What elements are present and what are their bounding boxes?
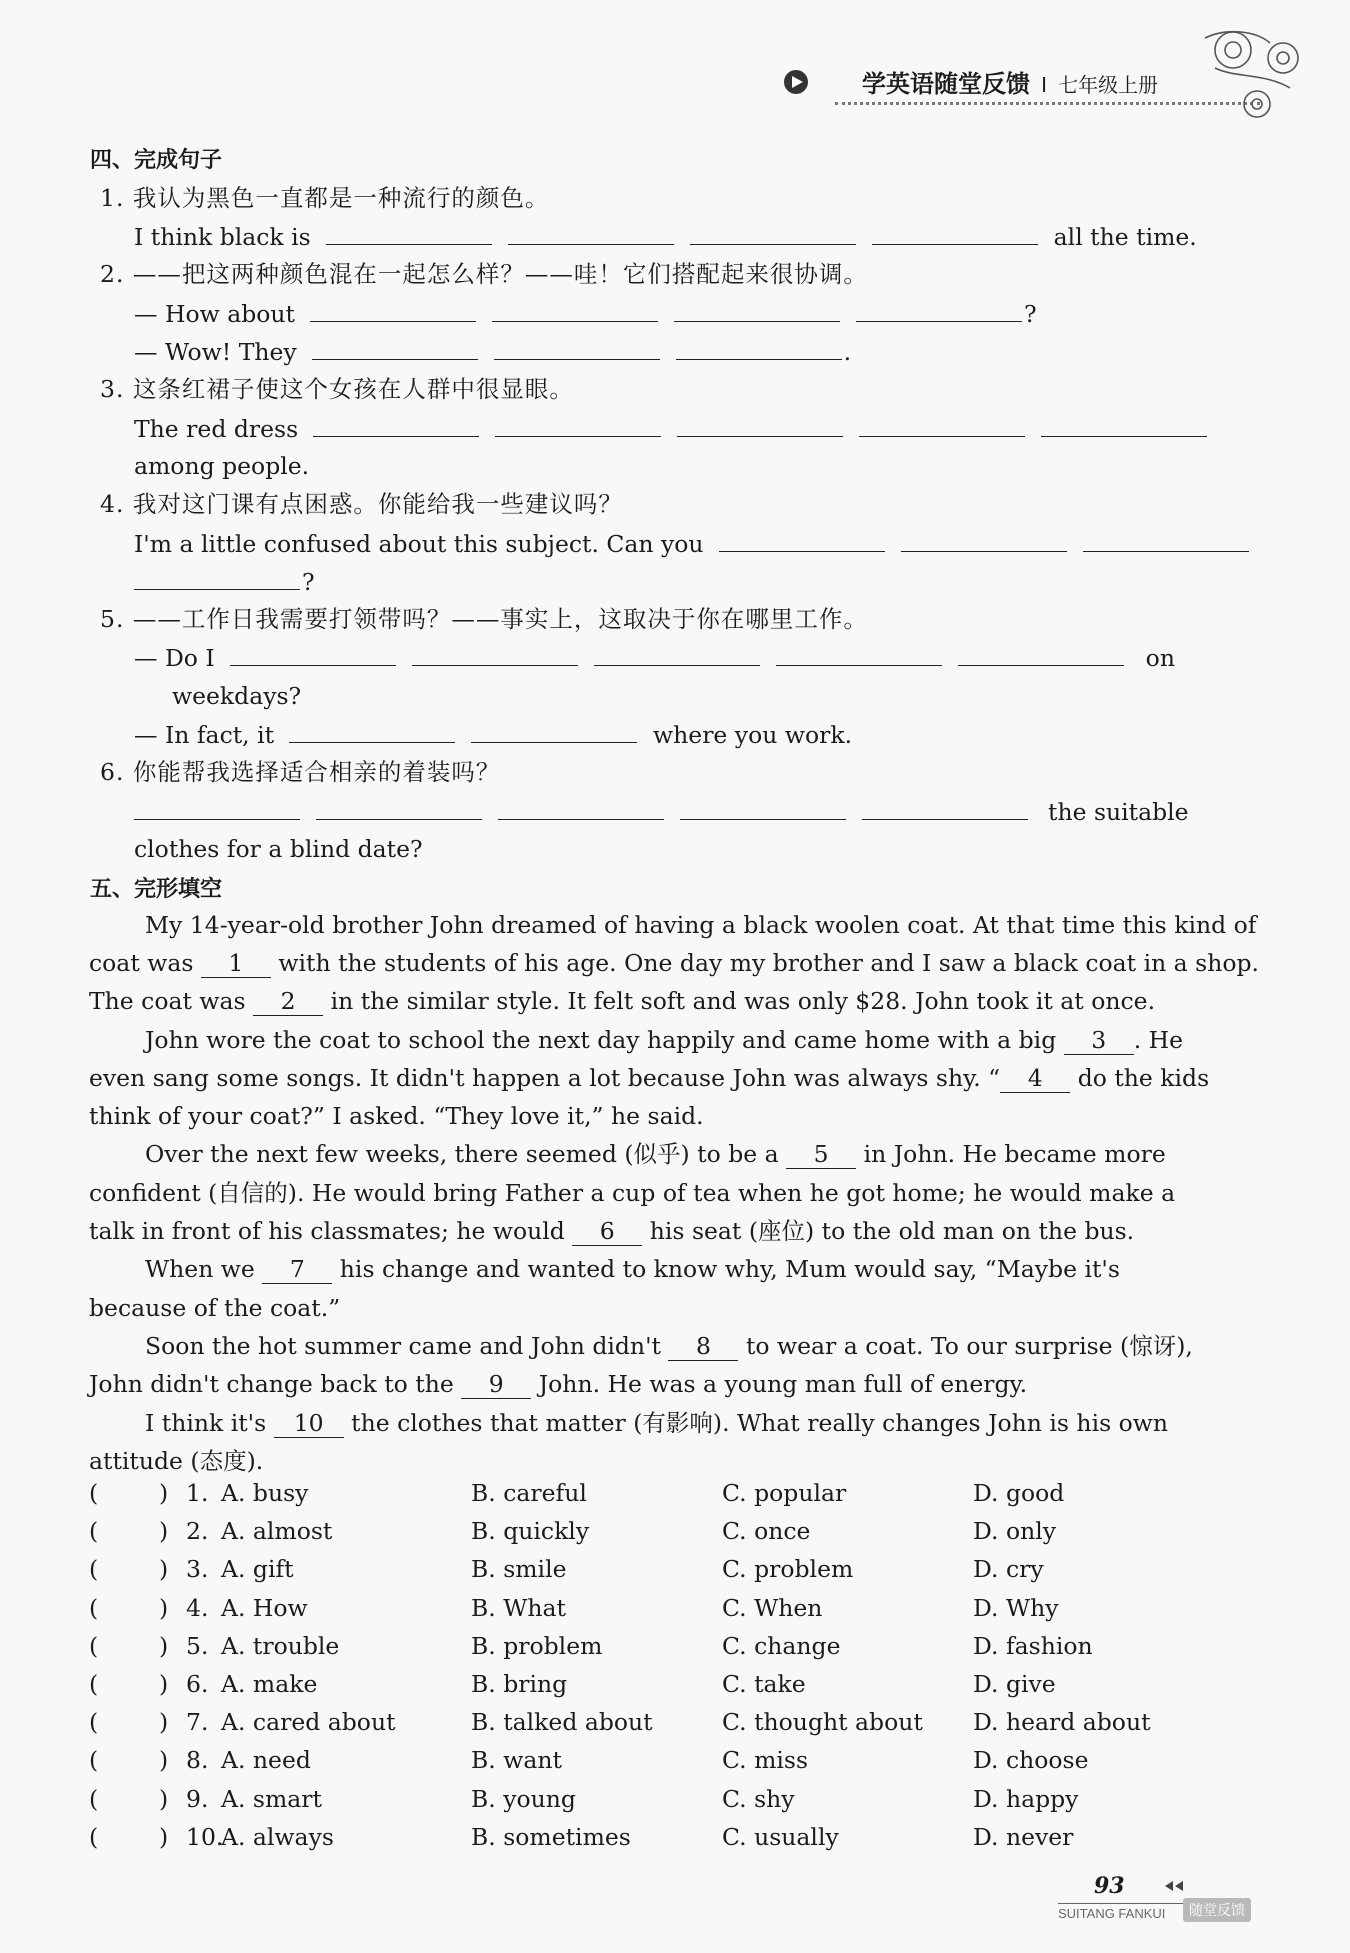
option-c: C. take xyxy=(722,1670,806,1698)
play-icon xyxy=(783,69,809,95)
answer-blank[interactable] xyxy=(495,409,661,437)
option-c: C. miss xyxy=(722,1746,809,1774)
option-b: B. want xyxy=(471,1746,562,1774)
question-number: 2. xyxy=(186,1517,209,1545)
option-d: D. choose xyxy=(973,1746,1089,1774)
passage-line: I think it's 10 the clothes that matter (有影响). What really changes John is his own xyxy=(145,1409,1169,1437)
option-c: C. usually xyxy=(722,1823,839,1851)
answer-paren-open[interactable]: ( xyxy=(89,1708,99,1736)
section-four-heading: 四、完成句子 xyxy=(90,148,223,173)
answer-blank[interactable] xyxy=(316,792,482,820)
answer-blank[interactable] xyxy=(498,792,664,820)
question-number: 10. xyxy=(186,1823,224,1851)
answer-blank[interactable] xyxy=(508,217,674,245)
answer-blank[interactable] xyxy=(289,715,455,743)
q4-english-cont: ? xyxy=(134,562,315,601)
option-b: B. young xyxy=(471,1785,576,1813)
flower-ornament-icon xyxy=(1195,18,1315,128)
passage-line: attitude (态度). xyxy=(89,1447,264,1475)
double-arrow-left-icon xyxy=(1163,1880,1185,1892)
question-number: 4. xyxy=(186,1594,209,1622)
q6-english-cont: clothes for a blind date? xyxy=(134,835,423,863)
option-b: B. quickly xyxy=(471,1517,590,1545)
question-number: 8. xyxy=(186,1746,209,1774)
book-title: 学英语随堂反馈 xyxy=(862,70,1030,98)
section-five-heading: 五、完形填空 xyxy=(90,877,223,902)
q5-chinese: 5. ——工作日我需要打领带吗？——事实上，这取决于你在哪里工作。 xyxy=(100,605,868,633)
option-c: C. problem xyxy=(722,1555,854,1583)
question-number: 1. xyxy=(186,1479,209,1507)
option-a: A. always xyxy=(221,1823,334,1851)
answer-paren-open[interactable]: ( xyxy=(89,1479,99,1507)
option-d: D. never xyxy=(973,1823,1074,1851)
answer-blank[interactable] xyxy=(492,294,658,322)
cloze-blank-3[interactable]: 3 xyxy=(1064,1024,1134,1055)
answer-blank[interactable] xyxy=(134,792,300,820)
answer-blank[interactable] xyxy=(958,638,1124,666)
option-d: D. happy xyxy=(973,1785,1079,1813)
option-d: D. heard about xyxy=(973,1708,1151,1736)
answer-paren-close: ) xyxy=(159,1517,169,1545)
answer-paren-open[interactable]: ( xyxy=(89,1785,99,1813)
q3-chinese: 3. 这条红裙子使这个女孩在人群中很显眼。 xyxy=(100,375,574,403)
passage-line: because of the coat.” xyxy=(89,1294,341,1322)
option-d: D. good xyxy=(973,1479,1065,1507)
answer-blank[interactable] xyxy=(1041,409,1207,437)
answer-paren-close: ) xyxy=(159,1823,169,1851)
answer-blank[interactable] xyxy=(326,217,492,245)
passage-line: even sang some songs. It didn't happen a lot because John was always shy. “ 4 do the kids xyxy=(89,1064,1210,1092)
answer-blank[interactable] xyxy=(412,638,578,666)
passage-line: When we 7 his change and wanted to know why, Mum would say, “Maybe it's xyxy=(145,1255,1120,1283)
passage-line: think of your coat?” I asked. “They love it,” he said. xyxy=(89,1102,704,1130)
option-a: A. need xyxy=(221,1746,311,1774)
answer-paren-open[interactable]: ( xyxy=(89,1632,99,1660)
answer-paren-open[interactable]: ( xyxy=(89,1823,99,1851)
q5-english-cont: weekdays? xyxy=(172,682,302,710)
answer-blank[interactable] xyxy=(312,332,478,360)
q5-english-line2: — In fact, it where you work. xyxy=(134,715,852,754)
option-a: A. trouble xyxy=(221,1632,340,1660)
page-number: 93 xyxy=(1094,1873,1125,1899)
question-number: 3. xyxy=(186,1555,209,1583)
cloze-blank-8[interactable]: 8 xyxy=(668,1330,738,1361)
option-b: B. bring xyxy=(471,1670,568,1698)
answer-blank[interactable] xyxy=(494,332,660,360)
answer-blank[interactable] xyxy=(676,332,842,360)
answer-paren-close: ) xyxy=(159,1594,169,1622)
q6-english: the suitable xyxy=(134,792,1189,831)
passage-line: confident (自信的). He would bring Father a cup of tea when he got home; he would make a xyxy=(89,1179,1176,1207)
option-a: A. gift xyxy=(221,1555,294,1583)
option-a: A. cared about xyxy=(221,1708,396,1736)
answer-paren-close: ) xyxy=(159,1479,169,1507)
footer-brand-en: SUITANG FANKUI xyxy=(1058,1906,1166,1921)
option-b: B. problem xyxy=(471,1632,603,1660)
answer-paren-close: ) xyxy=(159,1746,169,1774)
q3-english: The red dress xyxy=(134,409,1207,448)
option-a: A. make xyxy=(221,1670,318,1698)
answer-blank[interactable] xyxy=(859,409,1025,437)
q2-chinese: 2. ——把这两种颜色混在一起怎么样？——哇！它们搭配起来很协调。 xyxy=(100,260,868,288)
option-d: D. Why xyxy=(973,1594,1059,1622)
option-c: C. popular xyxy=(722,1479,847,1507)
q2-english-line1: — How about ? xyxy=(134,294,1037,333)
q6-chinese: 6. 你能帮我选择适合相亲的着装吗？ xyxy=(100,758,501,786)
passage-line: Over the next few weeks, there seemed (似乎) to be a 5 in John. He became more xyxy=(145,1140,1166,1168)
answer-paren-open[interactable]: ( xyxy=(89,1555,99,1583)
passage-line: The coat was 2 in the similar style. It felt soft and was only $28. John took it at once. xyxy=(89,987,1156,1015)
answer-blank[interactable] xyxy=(690,217,856,245)
header-divider: I xyxy=(1041,73,1047,97)
answer-blank[interactable] xyxy=(313,409,479,437)
option-a: A. How xyxy=(221,1594,308,1622)
cloze-blank-10[interactable]: 10 xyxy=(274,1407,344,1438)
passage-line: Soon the hot summer came and John didn't 8 to wear a coat. To our surprise (惊讶), xyxy=(145,1332,1193,1360)
answer-blank[interactable] xyxy=(776,638,942,666)
option-c: C. shy xyxy=(722,1785,795,1813)
q2-english-line2: — Wow! They . xyxy=(134,332,851,371)
passage-line: My 14-year-old brother John dreamed of having a black woolen coat. At that time this kind of xyxy=(145,911,1257,939)
answer-blank[interactable] xyxy=(310,294,476,322)
passage-line: coat was 1 with the students of his age. One day my brother and I saw a black coat in a shop. xyxy=(89,949,1260,977)
passage-line: John didn't change back to the 9 John. He was a young man full of energy. xyxy=(89,1370,1028,1398)
q1-chinese: 1. 我认为黑色一直都是一种流行的颜色。 xyxy=(100,184,550,212)
option-d: D. only xyxy=(973,1517,1057,1545)
q4-chinese: 4. 我对这门课有点困惑。你能给我一些建议吗？ xyxy=(100,490,623,518)
answer-blank[interactable] xyxy=(856,294,1022,322)
answer-paren-open[interactable]: ( xyxy=(89,1670,99,1698)
cloze-blank-1[interactable]: 1 xyxy=(201,947,271,978)
option-b: B. sometimes xyxy=(471,1823,631,1851)
question-number: 6. xyxy=(186,1670,209,1698)
answer-paren-open[interactable]: ( xyxy=(89,1746,99,1774)
option-c: C. once xyxy=(722,1517,811,1545)
option-b: B. smile xyxy=(471,1555,567,1583)
question-number: 9. xyxy=(186,1785,209,1813)
cloze-blank-5[interactable]: 5 xyxy=(786,1138,856,1169)
option-d: D. fashion xyxy=(973,1632,1093,1660)
grade-label: 七年级上册 xyxy=(1058,73,1159,97)
option-c: C. When xyxy=(722,1594,823,1622)
answer-paren-open[interactable]: ( xyxy=(89,1517,99,1545)
answer-blank[interactable] xyxy=(680,792,846,820)
answer-blank[interactable] xyxy=(901,524,1067,552)
answer-blank[interactable] xyxy=(674,294,840,322)
answer-blank[interactable] xyxy=(134,562,300,590)
answer-blank[interactable] xyxy=(230,638,396,666)
answer-blank[interactable] xyxy=(471,715,637,743)
cloze-blank-6[interactable]: 6 xyxy=(572,1215,642,1246)
question-number: 5. xyxy=(186,1632,209,1660)
q5-english-line1: — Do I on xyxy=(134,638,1175,677)
option-b: B. What xyxy=(471,1594,566,1622)
q4-english: I'm a little confused about this subject. Can you xyxy=(134,524,1249,563)
passage-line: John wore the coat to school the next day happily and came home with a big 3 . He xyxy=(145,1026,1184,1054)
answer-blank[interactable] xyxy=(719,524,885,552)
cloze-blank-4[interactable]: 4 xyxy=(1000,1062,1070,1093)
option-c: C. change xyxy=(722,1632,841,1660)
option-d: D. cry xyxy=(973,1555,1044,1583)
footer-brand-badge: 随堂反馈 xyxy=(1183,1898,1251,1922)
option-a: A. smart xyxy=(221,1785,322,1813)
cloze-blank-7[interactable]: 7 xyxy=(262,1253,332,1284)
question-number: 7. xyxy=(186,1708,209,1736)
answer-blank[interactable] xyxy=(862,792,1028,820)
answer-blank[interactable] xyxy=(1083,524,1249,552)
option-b: B. careful xyxy=(471,1479,587,1507)
answer-paren-close: ) xyxy=(159,1670,169,1698)
answer-blank[interactable] xyxy=(872,217,1038,245)
cloze-blank-9[interactable]: 9 xyxy=(461,1368,531,1399)
option-a: A. busy xyxy=(221,1479,309,1507)
q3-english-cont: among people. xyxy=(134,452,310,480)
answer-paren-close: ) xyxy=(159,1785,169,1813)
cloze-blank-2[interactable]: 2 xyxy=(253,985,323,1016)
answer-paren-close: ) xyxy=(159,1708,169,1736)
q1-english: I think black is all the time. xyxy=(134,217,1197,256)
answer-blank[interactable] xyxy=(594,638,760,666)
passage-line: talk in front of his classmates; he would 6 his seat (座位) to the old man on the bus. xyxy=(89,1217,1135,1245)
option-c: C. thought about xyxy=(722,1708,923,1736)
answer-paren-open[interactable]: ( xyxy=(89,1594,99,1622)
option-b: B. talked about xyxy=(471,1708,653,1736)
option-d: D. give xyxy=(973,1670,1056,1698)
answer-paren-close: ) xyxy=(159,1555,169,1583)
answer-paren-close: ) xyxy=(159,1632,169,1660)
answer-blank[interactable] xyxy=(677,409,843,437)
option-a: A. almost xyxy=(221,1517,333,1545)
